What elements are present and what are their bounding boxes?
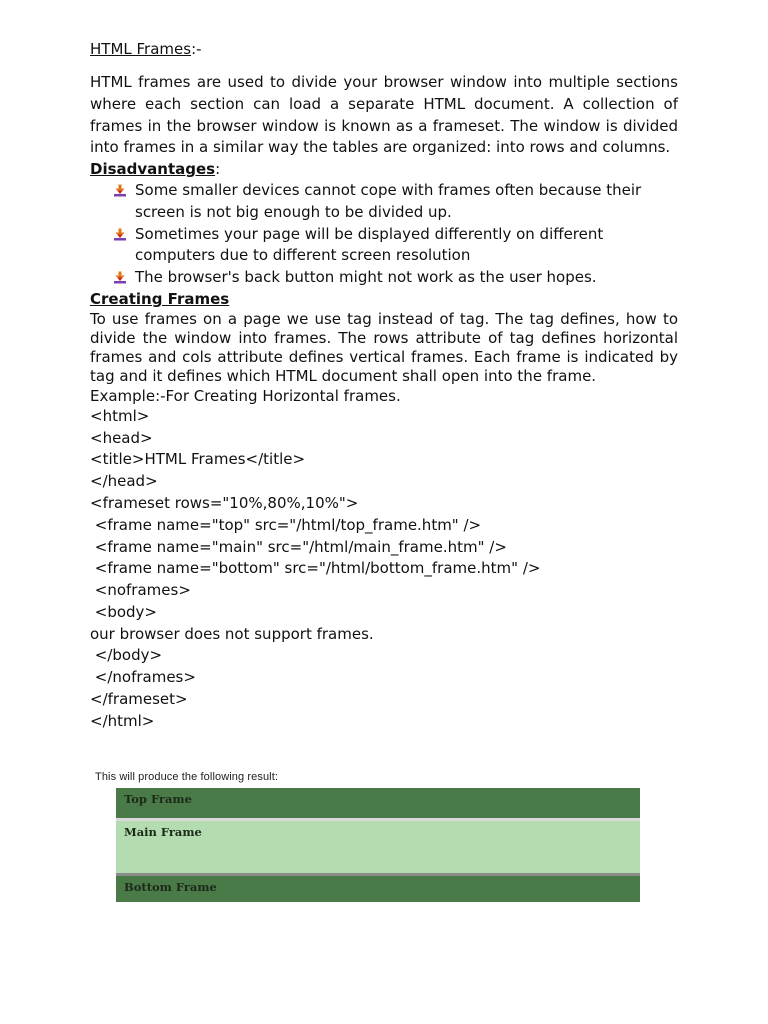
code-line: </html>: [90, 711, 155, 730]
list-item: [114, 224, 678, 267]
heading-suffix: :-: [191, 40, 202, 58]
arrow-bullet-icon: [114, 184, 126, 197]
bottom-frame-label: Bottom Frame: [124, 880, 217, 894]
top-frame: [116, 788, 640, 818]
arrow-bullet-icon: [114, 228, 126, 241]
disadvantages-title: Disadvantages: [90, 160, 216, 179]
frameset-result-image: [116, 788, 640, 902]
top-frame-label: Top Frame: [124, 792, 192, 806]
main-frame: [116, 821, 640, 873]
disadvantages-suffix: :: [215, 160, 221, 179]
code-block: [90, 406, 678, 733]
disadvantages-heading: [90, 159, 678, 180]
code-line: <html>: [90, 406, 150, 425]
list-item-text: Some smaller devices cannot cope with frames often because their screen is not big enough to be divided up.: [135, 181, 642, 221]
code-line: <noframes>: [90, 581, 191, 600]
code-line: <body>: [90, 602, 158, 621]
creating-frames-heading: [90, 289, 678, 310]
code-line: </body>: [90, 646, 163, 665]
arrow-bullet-icon: [114, 271, 126, 284]
page-heading: [90, 38, 678, 60]
list-item: [114, 180, 678, 223]
disadvantages-list: [90, 180, 678, 289]
heading-title: HTML Frames: [90, 40, 192, 58]
code-line: our browser does not support frames.: [90, 624, 374, 643]
example-label: Example:-For Creating Horizontal frames.: [90, 386, 401, 405]
result-caption: This will produce the following result:: [95, 771, 279, 783]
code-line: </frameset>: [90, 690, 188, 709]
code-line: <frameset rows="10%,80%,10%">: [90, 493, 359, 512]
document-page: [90, 38, 678, 733]
code-line: <title>HTML Frames</title>: [90, 450, 306, 469]
creating-frames-title: Creating Frames: [90, 289, 230, 308]
list-item-text: The browser's back button might not work as the user hopes.: [135, 268, 597, 286]
code-line: </noframes>: [90, 668, 196, 687]
creating-frames-paragraph: To use frames on a page we use tag instead of tag. The tag defines, how to divide the window into frames. The rows attribute of tag defines horizontal frames and cols attribute defines vertical frames. Each frame is indicated by tag and it defines which HTML document shall open into the frame.: [90, 309, 678, 386]
list-item-text: Sometimes your page will be displayed differently on different computers due to different screen resolution: [135, 224, 604, 265]
main-frame-label: Main Frame: [124, 825, 202, 839]
code-line: <frame name="bottom" src="/html/bottom_frame.htm" />: [90, 559, 541, 578]
code-line: </head>: [90, 472, 158, 491]
intro-paragraph: HTML frames are used to divide your browser window into multiple sections where each section can load a separate HTML document. A collection of frames in the browser window is known as a frameset. The window is divided into frames in a similar way the tables are organized: into rows and columns.: [90, 73, 678, 157]
code-line: <head>: [90, 428, 153, 447]
bottom-frame: [116, 876, 640, 902]
code-line: <frame name="main" src="/html/main_frame.htm" />: [90, 537, 507, 556]
code-line: <frame name="top" src="/html/top_frame.htm" />: [90, 515, 482, 534]
list-item: [114, 267, 678, 289]
